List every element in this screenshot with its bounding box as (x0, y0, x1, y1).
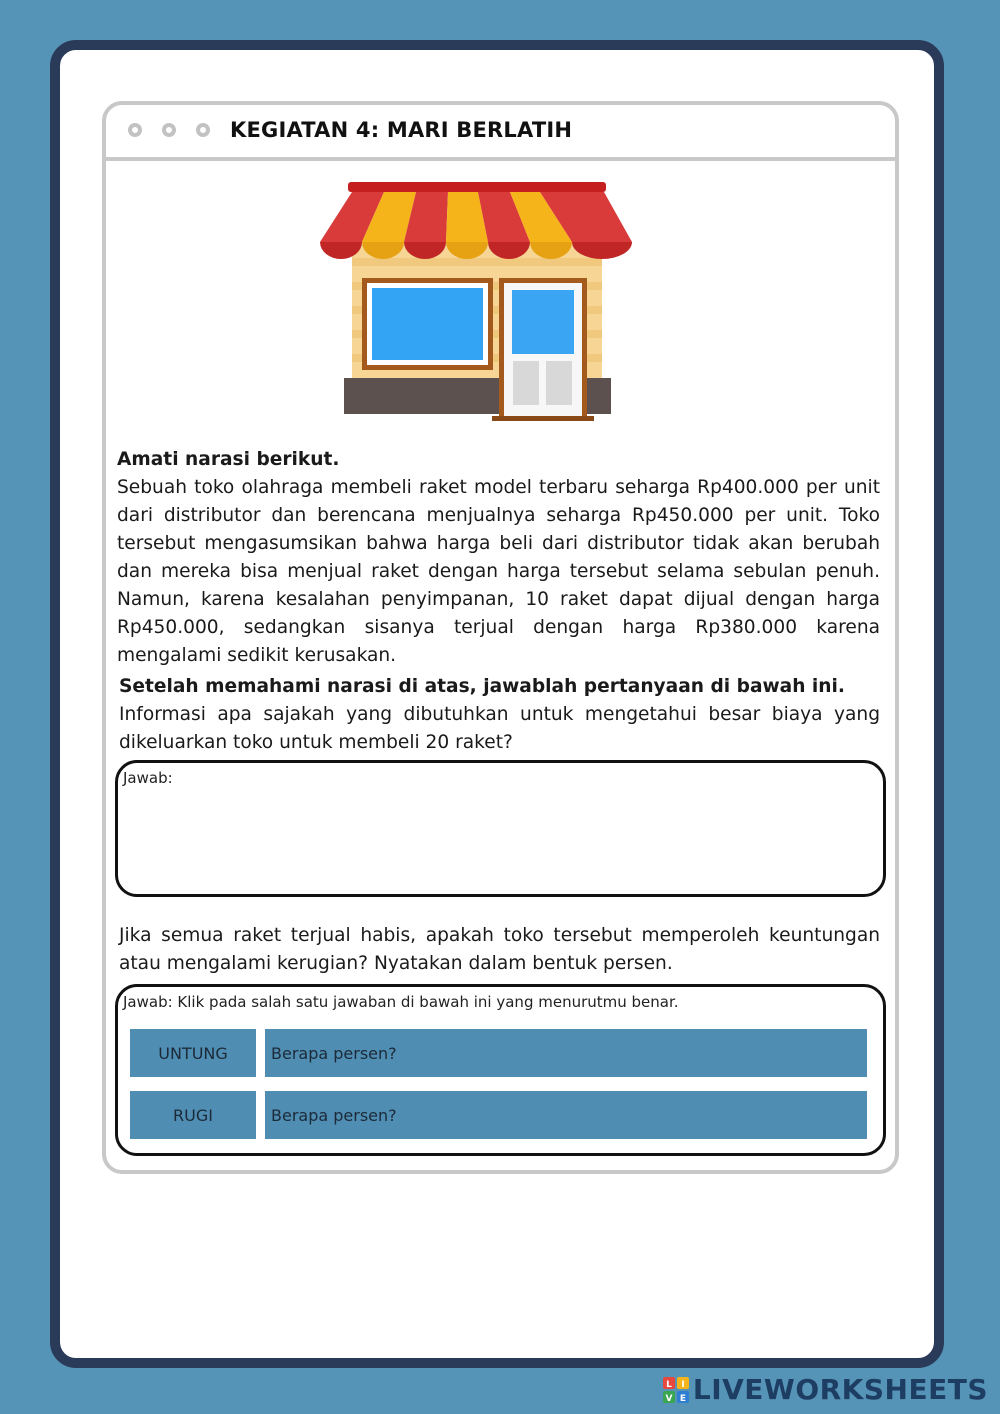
liveworksheets-brand: LIVEWORKSHEETS (692, 1373, 988, 1406)
window-dot-icon (162, 123, 176, 137)
narrative-paragraph: Sebuah toko olahraga membeli raket model terbaru seharga Rp400.000 per unit dari distributor dan berencana menjualnya seharga Rp450.000 per unit. Toko tersebut mengasumsikan bahwa harga beli dari distributor tidak akan berubah dan mereka bisa menjual raket dengan harga tersebut selama sebulan penuh. Namun, karena kesalahan penyimpanan, 10 raket dapat dijual dengan harga Rp450.000, sedangkan sisanya terjual dengan harga Rp380.000 karena mengalami sedikit kerusakan. (117, 477, 880, 666)
answer-2-label: Jawab: Klik pada salah satu jawaban di bawah ini yang menurutmu benar. (123, 993, 679, 1011)
question-1-text: Informasi apa sajakah yang dibutuhkan untuk mengetahui besar biaya yang dikeluarkan toko untuk membeli 20 raket? (119, 704, 880, 753)
liveworksheets-logo-icon (663, 1377, 689, 1403)
shop-illustration (318, 180, 634, 424)
answer-1-box[interactable] (115, 760, 886, 897)
option-rugi-button[interactable]: RUGI (130, 1091, 256, 1139)
activity-title: KEGIATAN 4: MARI BERLATIH (230, 118, 573, 142)
svg-text:I: I (681, 1379, 685, 1390)
svg-text:V: V (665, 1393, 673, 1403)
rugi-percent-input[interactable]: Berapa persen? (265, 1091, 867, 1139)
instruction-text: Setelah memahami narasi di atas, jawablah pertanyaan di bawah ini. (119, 676, 845, 697)
svg-text:E: E (679, 1393, 686, 1403)
narrative-heading: Amati narasi berikut. (117, 449, 340, 470)
option-untung-button[interactable]: UNTUNG (130, 1029, 256, 1077)
svg-text:L: L (666, 1379, 672, 1390)
window-titlebar (106, 105, 895, 161)
window-dot-icon (196, 123, 210, 137)
window-dot-icon (128, 123, 142, 137)
untung-percent-input[interactable]: Berapa persen? (265, 1029, 867, 1077)
liveworksheets-logo (663, 1373, 988, 1406)
question-2-text: Jika semua raket terjual habis, apakah toko tersebut memperoleh keuntungan atau mengalami kerugian? Nyatakan dalam bentuk persen. (119, 925, 880, 974)
answer-1-label: Jawab: (123, 769, 173, 787)
